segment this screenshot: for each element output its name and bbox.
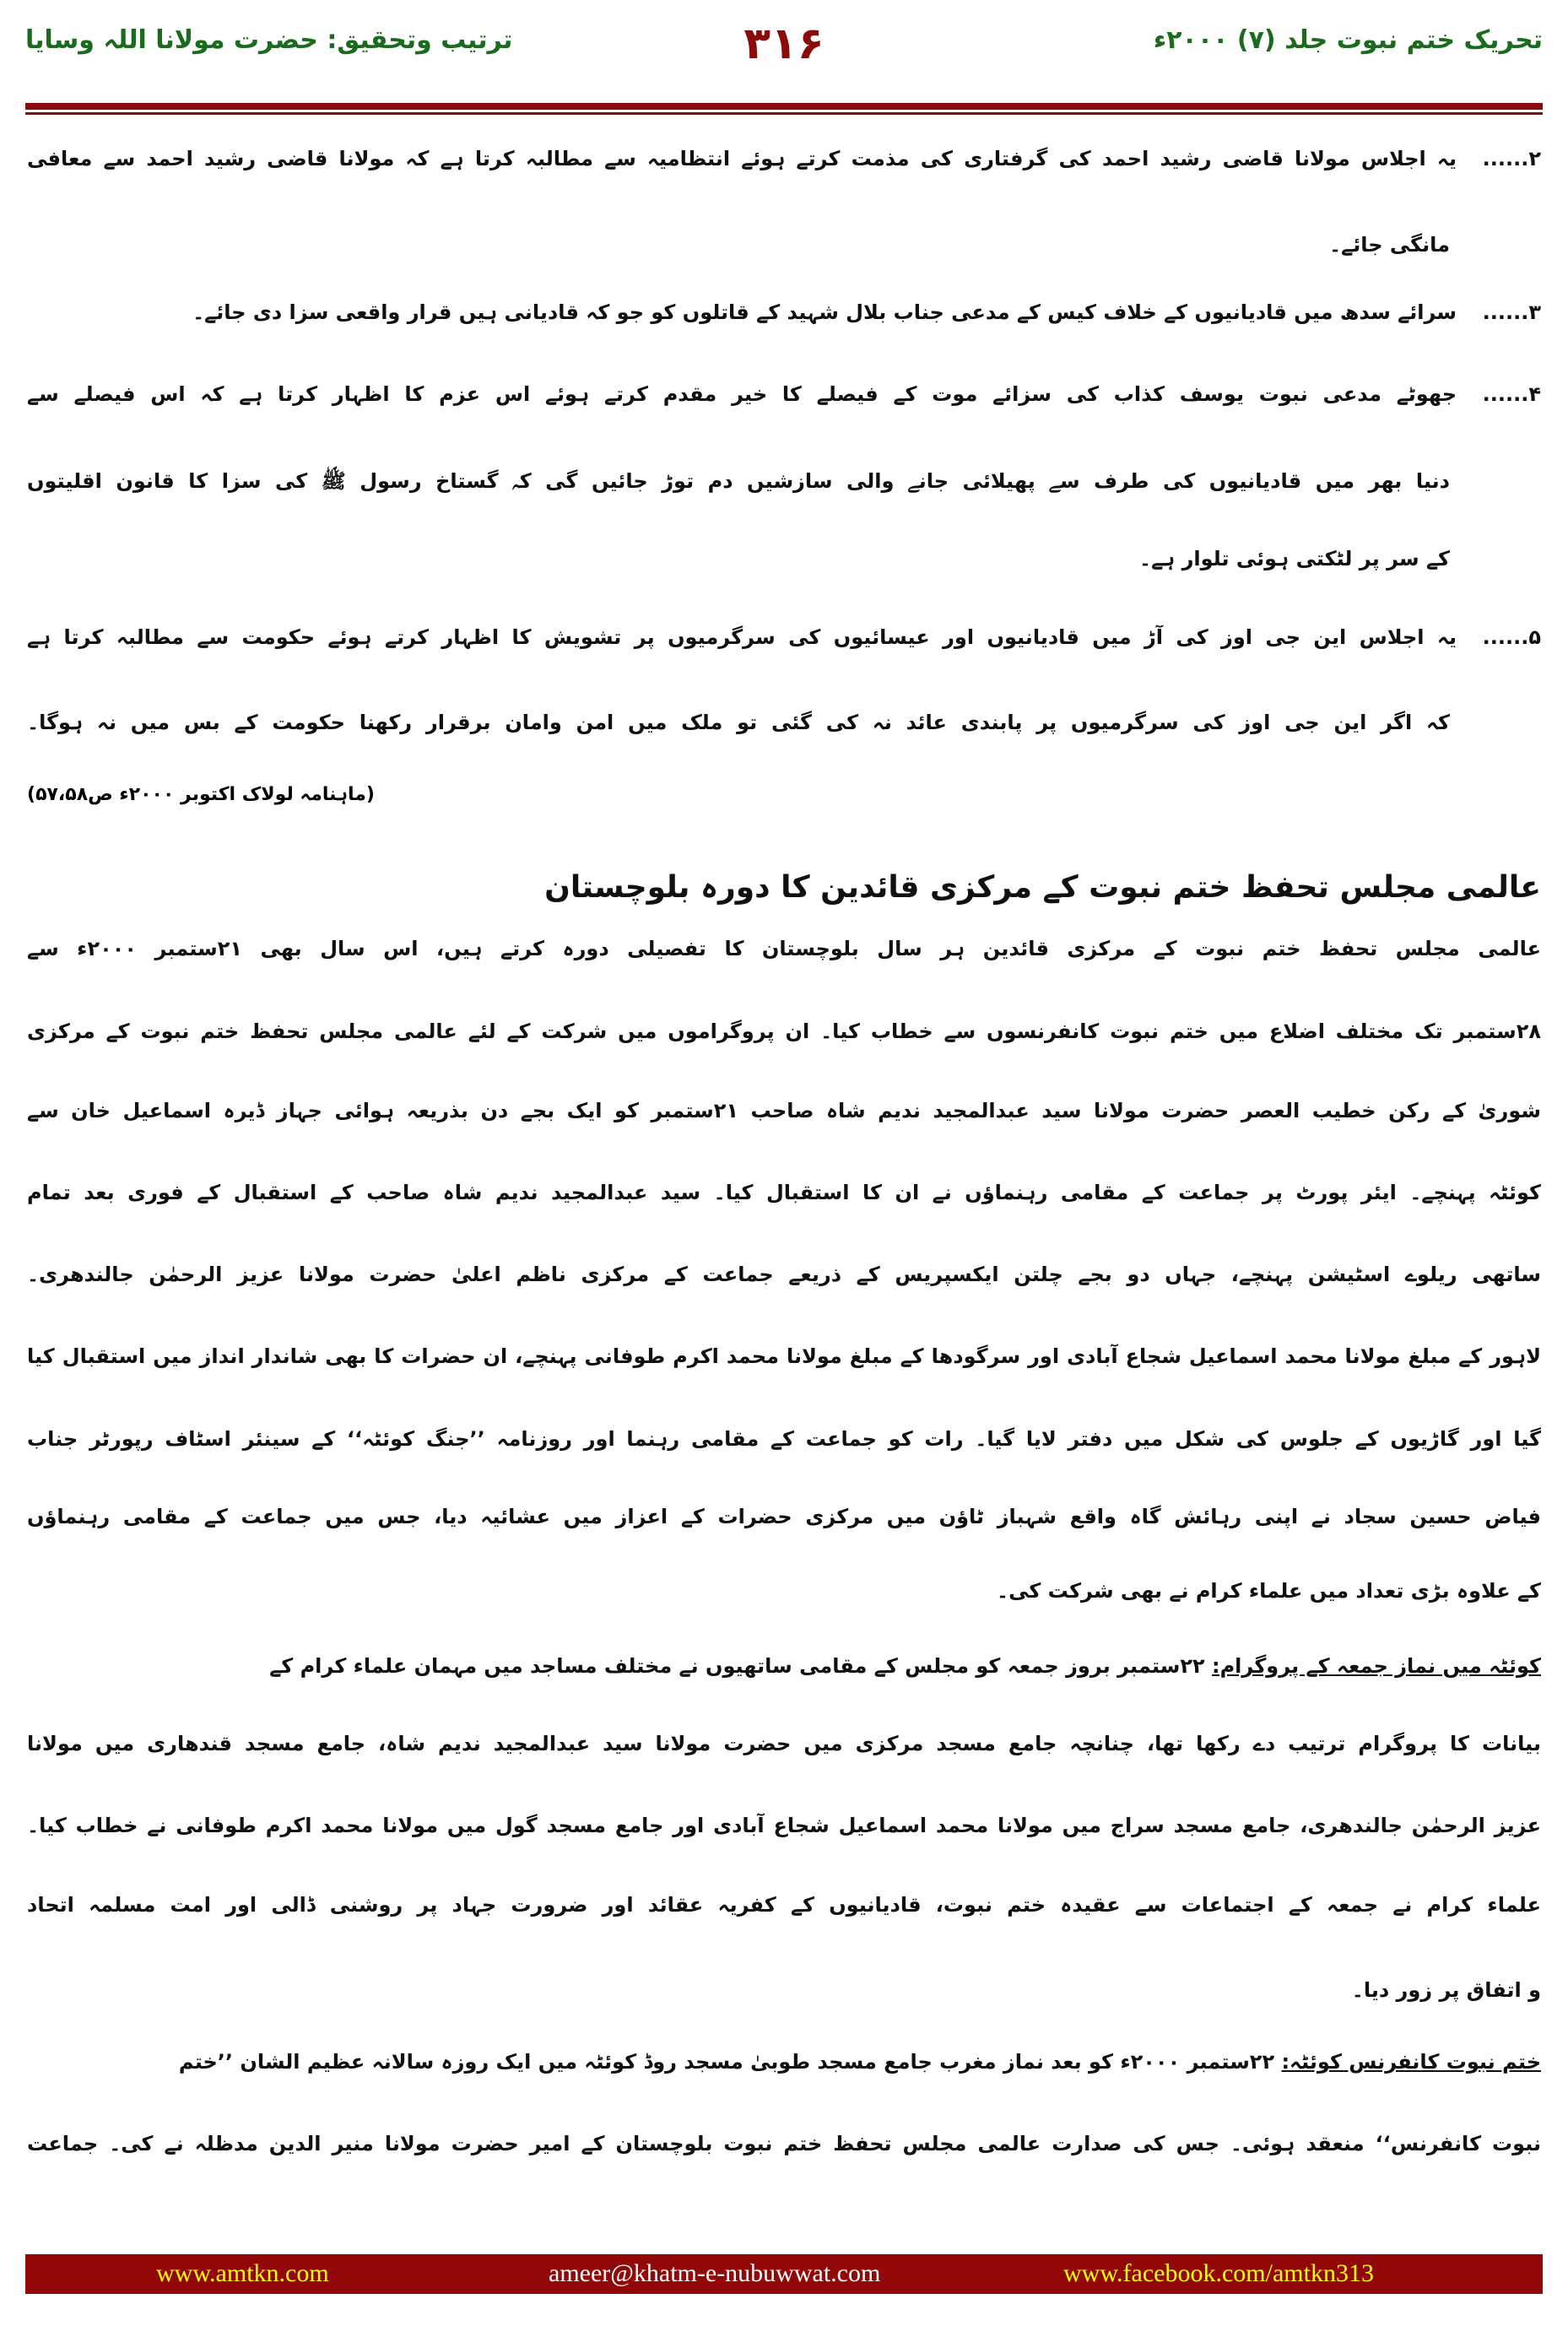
header-rule <box>25 103 1543 110</box>
facebook-link[interactable]: www.facebook.com/amtkn313 <box>1063 2259 1374 2287</box>
text-line: سرائے سدھ میں قادیانیوں کے خلاف کیس کے مدعی جناب بلال شہید کے قاتلوں کو جو کہ قادیانی ہیں قرار واقعی سزا دی جائے۔ <box>192 300 1457 324</box>
text-line: یہ اجلاس این جی اوز کی آڑ میں قادیانیوں اور عیسائیوں کی سرگرمیوں پر تشویش کا اظہار کرتے ہوئے حکومت سے مطالبہ کرتا ہے <box>27 625 1457 649</box>
source-citation: (ماہنامہ لولاک اکتوبر ۲۰۰۰ء ص۵۷،۵۸) <box>27 784 375 805</box>
text-line: جھوٹے مدعی نبوت یوسف کذاب کی سزائے موت کے فیصلے کا خیر مقدم کرتے ہوئے اس عزم کا اظہار کرتا ہے کہ اس فیصلے سے <box>27 382 1457 406</box>
text-line: ۲۸ستمبر تک مختلف اضلاع میں ختم نبوت کانفرنسوں سے خطاب کیا۔ ان پروگراموں میں شرکت کے لئے عالمی مجلس تحفظ ختم نبوت کے مرکزی <box>27 1020 1541 1043</box>
text-line: بیانات کا پروگرام ترتیب دے رکھا تھا، چنانچہ جامع مسجد مرکزی میں حضرت مولانا سید عبدالمجید ندیم شاہ، جامع مسجد قندھاری میں مولانا <box>27 1732 1541 1755</box>
resolution-item <box>27 619 1541 656</box>
text-line: ساتھی ریلوے اسٹیشن پہنچے، جہاں دو بجے چلتن ایکسپریس کے ذریعے جماعت کے مرکزی ناظم اعلیٰ حضرت مولانا عزیز الرحمٰن جالندھری۔ <box>27 1263 1541 1286</box>
text-line: ۲۲ستمبر ۲۰۰۰ء کو بعد نماز مغرب جامع مسجد طوبیٰ مسجد روڈ کوئٹہ میں ایک روزہ سالانہ عظیم الشان ’’ختم <box>178 2050 1282 2074</box>
email-link[interactable]: ameer@khatm-e-nubuwwat.com <box>549 2259 881 2287</box>
section-heading: عالمی مجلس تحفظ ختم نبوت کے مرکزی قائدین کا دورہ بلوچستان <box>544 870 1541 905</box>
text-line: عالمی مجلس تحفظ ختم نبوت کے مرکزی قائدین ہر سال بلوچستان کا تفصیلی دورہ کرتے ہیں، اس سال بھی ۲۱ستمبر ۲۰۰۰ء سے <box>27 937 1541 960</box>
text-line: و اتفاق پر زور دیا۔ <box>1351 1978 1541 2002</box>
page-body <box>27 140 1541 2162</box>
item-number: ۲...... <box>1482 147 1541 170</box>
item-number: ۵...... <box>1482 625 1541 649</box>
text-line: علماء کرام نے جمعہ کے اجتماعات سے عقیدہ ختم نبوت، قادیانیوں کے کفریہ عقائد اور ضرورت جہاد پر روشنی ڈالی اور امت مسلمہ اتحاد <box>27 1893 1541 1917</box>
conference-label: ختم نبوت کانفرنس کوئٹہ: <box>1281 2050 1541 2074</box>
text-line: کے علاوہ بڑی تعداد میں علماء کرام نے بھی شرکت کی۔ <box>997 1579 1541 1603</box>
item-number: ۴...... <box>1482 382 1541 406</box>
text-line: گیا اور گاڑیوں کے جلوس کی شکل میں دفتر لایا گیا۔ رات کو جماعت کے مقامی رہنما اور روزنامہ ’’جنگ کوئٹہ‘‘ کے سینئر اسٹاف رپورٹر جناب <box>27 1427 1541 1451</box>
text-line: ۲۲ستمبر بروز جمعہ کو مجلس کے مقامی ساتھیوں نے مختلف مساجد میں مہمان علماء کرام کے <box>269 1654 1212 1678</box>
text-line: کوئٹہ پہنچے۔ ایئر پورٹ پر جماعت کے مقامی رہنماؤں نے ان کا استقبال کیا۔ سید عبدالمجید ندیم شاہ صاحب کے استقبال کے فوری بعد تمام <box>27 1181 1541 1204</box>
friday-program-label: کوئٹہ میں نماز جمعہ کے پروگرام: <box>1211 1654 1541 1678</box>
resolution-item <box>27 294 1541 331</box>
text-line: فیاض حسین سجاد نے اپنی رہائش گاہ واقع شہباز ٹاؤن میں مرکزی حضرات کے اعزاز میں عشائیہ دیا، جس میں جماعت کے مقامی رہنماؤں <box>27 1505 1541 1528</box>
text-line: یہ اجلاس مولانا قاضی رشید احمد کی گرفتاری کی مذمت کرتے ہوئے انتظامیہ سے مطالبہ کرتا ہے کہ مولانا قاضی رشید احمد سے معافی <box>27 147 1457 170</box>
friday-program-paragraph <box>27 1647 1541 1685</box>
text-line: شوریٰ کے رکن خطیب العصر حضرت مولانا سید عبدالمجید ندیم شاہ صاحب ۲۱ستمبر کو ایک بجے دن بذریعہ ہوائی جہاز ڈیرہ اسماعیل خان سے <box>27 1099 1541 1122</box>
text-line: نبوت کانفرنس‘‘ منعقد ہوئی۔ جس کی صدارت عالمی مجلس تحفظ ختم نبوت بلوچستان کے امیر حضرت مولانا منیر الدین مدظلہ نے کی۔ جماعت <box>27 2132 1541 2155</box>
website-link[interactable]: www.amtkn.com <box>156 2259 329 2287</box>
text-line: کہ اگر این جی اوز کی سرگرمیوں پر پابندی عائد نہ کی گئی تو ملک میں امن وامان برقرار رکھنا حکومت کے بس میں نہ ہوگا۔ <box>27 711 1450 734</box>
text-line: مانگی جائے۔ <box>1329 233 1450 257</box>
item-number: ۳...... <box>1482 300 1541 324</box>
footer-bar <box>25 2254 1543 2294</box>
text-line: لاہور کے مبلغ مولانا محمد اسماعیل شجاع آبادی اور سرگودھا کے مبلغ مولانا محمد اکرم طوفانی پہنچے، ان حضرات کا بھی شاندار انداز میں استقبال کیا <box>27 1344 1541 1368</box>
compiler-credit: ترتیب وتحقیق: حضرت مولانا اللہ وسایا <box>25 25 513 55</box>
text-line: کے سر پر لٹکتی ہوئی تلوار ہے۔ <box>1139 547 1450 571</box>
text-line: دنیا بھر میں قادیانیوں کی طرف سے پھیلائی جانے والی سازشیں دم توڑ جائیں گی کہ گستاخ رسول ﷺ کی سزا کا قانون اقلیتوں <box>27 469 1450 493</box>
resolution-item <box>27 376 1541 413</box>
page-number: ۳۱۶ <box>743 19 825 69</box>
resolution-item <box>27 140 1541 177</box>
book-title: تحریک ختم نبوت جلد (۷) ۲۰۰۰ء <box>1153 25 1543 55</box>
text-line: عزیز الرحمٰن جالندھری، جامع مسجد سراج میں مولانا محمد اسماعیل شجاع آبادی اور جامع مسجد گول میں مولانا محمد اکرم طوفانی نے خطاب کیا۔ <box>27 1814 1541 1837</box>
conference-paragraph <box>27 2043 1541 2080</box>
header-rule-thin <box>25 112 1543 115</box>
